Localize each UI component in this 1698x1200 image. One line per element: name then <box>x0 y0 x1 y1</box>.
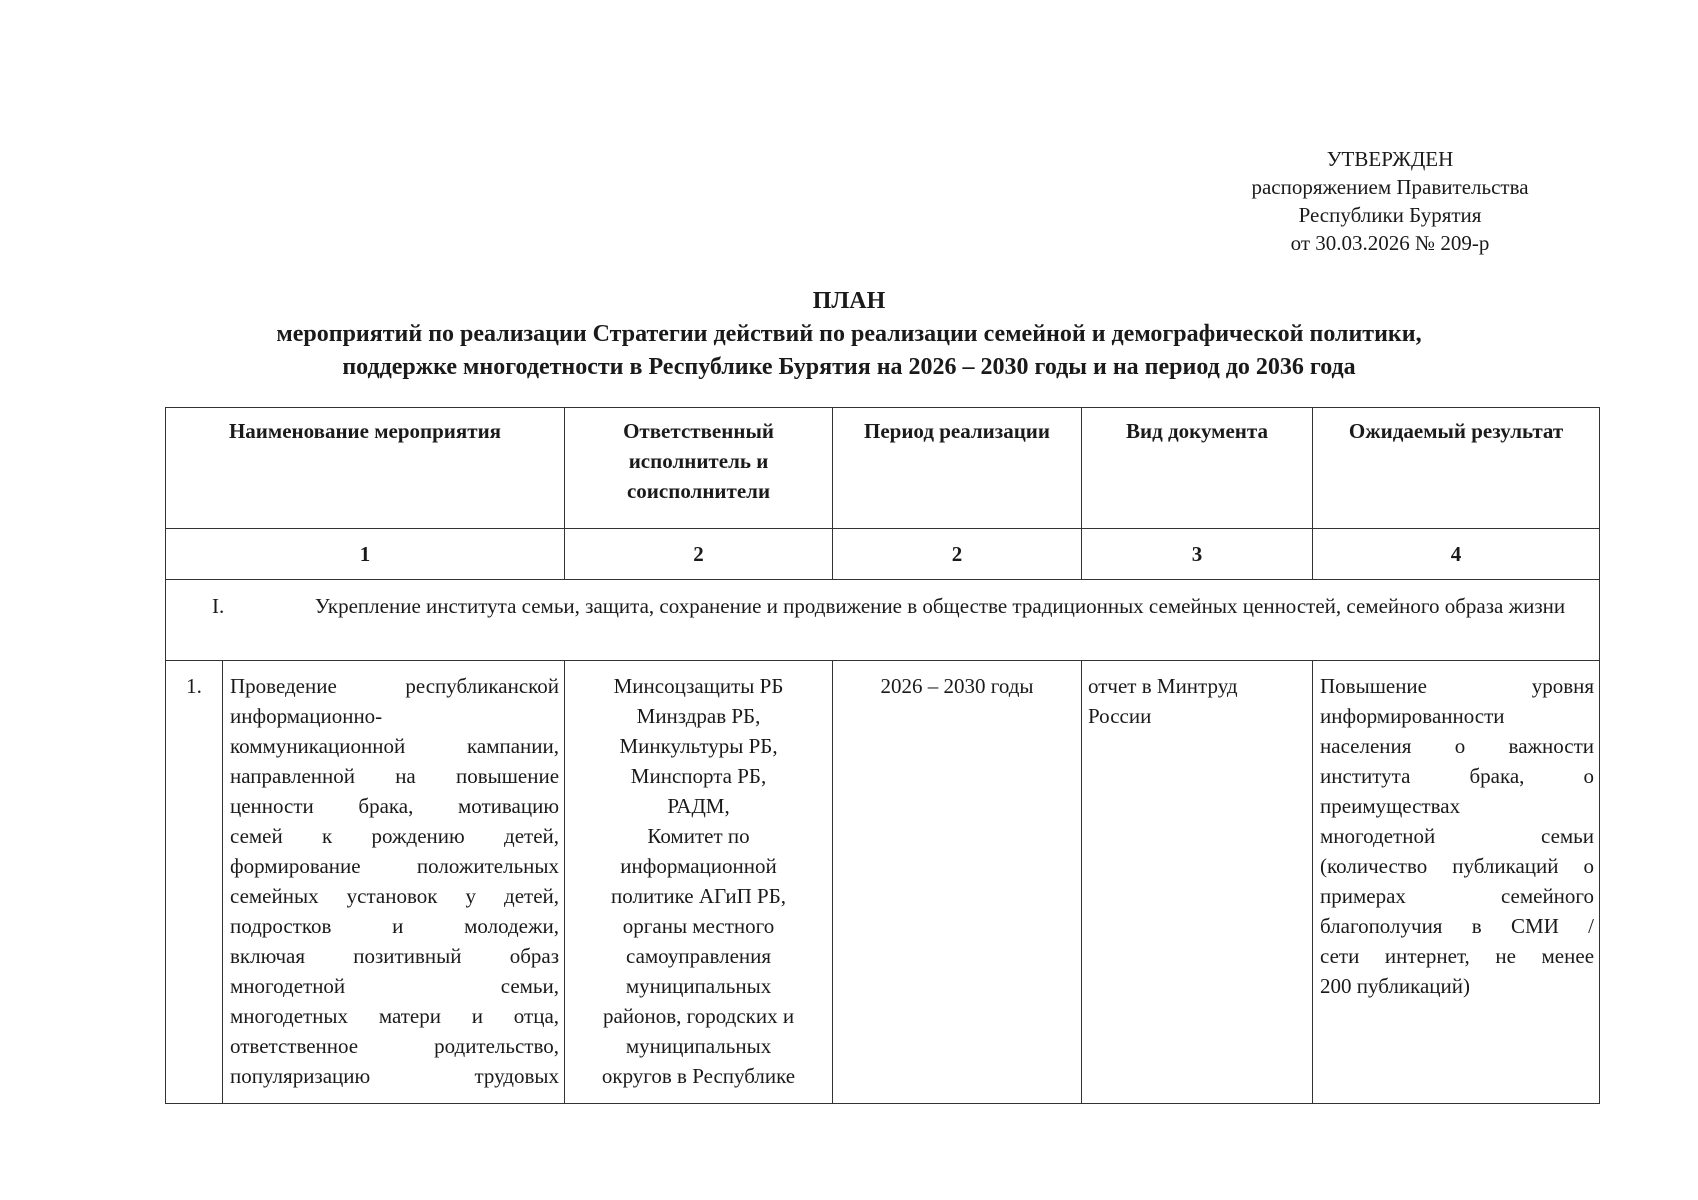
column-number: 2 <box>565 529 833 580</box>
plan-title: ПЛАН <box>812 288 886 314</box>
item-name: Проведение республиканской информационно- коммуникационной кампании, направленной на повышение ценности брака, мотивацию семей к рождению детей, формирование положительных семейных установок у детей, подростков и молодежи, включая позитивный образ многодетной семьи, многодетных матери и отца, ответственное родительство, популяризацию трудовых <box>223 661 565 1104</box>
plan-subtitle-line-1: мероприятий по реализации Стратегии действий по реализации семейной и демографической политики, <box>276 321 1422 347</box>
column-number: 1 <box>166 529 565 580</box>
plan-table <box>165 407 1600 1104</box>
item-responsible: Минсоцзащиты РБ Минздрав РБ, Минкультуры РБ, Минспорта РБ, РАДМ, Комитет по информационной политике АГиП РБ, органы местного самоуправления муниципальных районов, городских и муниципальных округов в Республике <box>565 661 833 1104</box>
column-number: 4 <box>1313 529 1600 580</box>
approval-stamp <box>1190 145 1590 257</box>
approval-line-republic: Республики Бурятия <box>1298 203 1482 227</box>
column-number-row <box>166 529 1600 580</box>
item-doc-type: отчет в Минтруд России <box>1082 661 1313 1104</box>
header-responsible: Ответственный исполнитель и соисполнители <box>565 408 833 529</box>
table-header-row <box>166 408 1600 529</box>
approval-line-approved: УТВЕРЖДЕН <box>1326 147 1454 171</box>
header-doc-type: Вид документа <box>1082 408 1313 529</box>
plan-subtitle-line-2: поддержке многодетности в Республике Бурятия на 2026 – 2030 годы и на период до 2036 года <box>342 354 1356 380</box>
header-period: Период реализации <box>833 408 1082 529</box>
item-number: 1. <box>166 661 223 1104</box>
section-title: Укрепление института семьи, защита, сохранение и продвижение в обществе традиционных семейных ценностей, семейного образа жизни <box>314 594 1566 618</box>
header-name: Наименование мероприятия <box>166 408 565 529</box>
section-row <box>166 580 1600 661</box>
section-cell <box>166 580 1600 661</box>
item-period: 2026 – 2030 годы <box>833 661 1082 1104</box>
column-number: 3 <box>1082 529 1313 580</box>
plan-heading <box>0 285 1698 384</box>
item-result: Повышение уровня информированности населения о важности института брака, о преимуществах многодетной семьи (количество публикаций о примерах семейного благополучия в СМИ / сети интернет, не менее 200 публикаций) <box>1313 661 1600 1104</box>
table-row <box>166 661 1600 1104</box>
header-result: Ожидаемый результат <box>1313 408 1600 529</box>
section-number: I. <box>212 594 225 618</box>
approval-line-order: распоряжением Правительства <box>1251 175 1529 199</box>
approval-line-date: от 30.03.2026 № 209-р <box>1290 231 1490 255</box>
column-number: 2 <box>833 529 1082 580</box>
